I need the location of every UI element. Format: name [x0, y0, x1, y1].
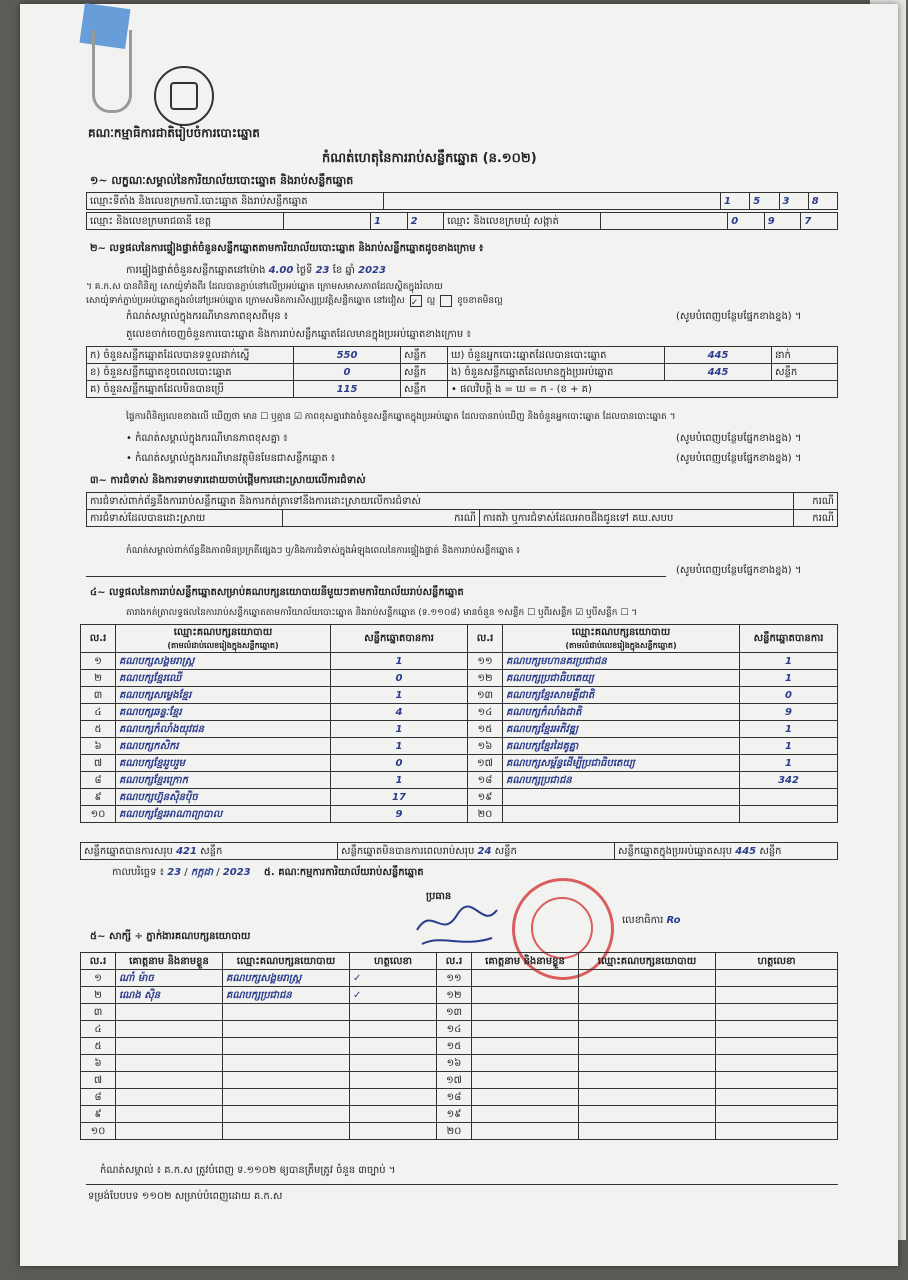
fill-hint: (សូមបំពេញបន្ថែមផ្នែកខាងខ្នង) ។ — [676, 433, 802, 444]
witness-signature — [350, 1106, 437, 1123]
witness-party — [579, 1021, 716, 1038]
witness-party — [579, 1089, 716, 1106]
col-header-party-title: ឈ្មោះគណបក្សនយោបាយ — [173, 627, 273, 638]
footnote: កំណត់សម្គាល់ ៖ គ.ក.ស ត្រូវបំពេញ ទ.១១០២ ឲ្យបានត្រឹមត្រូវ ចំនួន ៣ច្បាប់ ។ — [100, 1165, 396, 1176]
col-header: គោត្តនាម និងនាមខ្លួន — [116, 953, 223, 970]
witness-name — [116, 1055, 223, 1072]
row-number: ៨ — [81, 1089, 116, 1106]
section5-heading: ៥~ សាក្សី ÷ ភ្នាក់ងារគណបក្សនយោបាយ — [90, 931, 251, 942]
row-number: ១៣ — [468, 687, 503, 704]
seal-bad-checkbox[interactable] — [440, 295, 452, 307]
party-name: គណបក្សហ្វ៊ុនស៊ិនប៉ិច — [116, 789, 331, 806]
witness-name — [116, 1021, 223, 1038]
row-number: ៣ — [81, 687, 116, 704]
party-name — [503, 789, 740, 806]
paper-clip-icon — [92, 30, 132, 113]
secretary-signature: Ro — [666, 915, 681, 926]
verification-text-2: ។ គ.ក.ស បានពិនិត្យ សោយ៉ូទាំងពីរ ដែលបានភ្ជាប់នៅលើប្រអប់ឆ្នោត ក្រោមសមាសភាពដែលស្ថិតក្នុងរំលាយ — [86, 282, 443, 292]
committee-name: គណៈកម្មាធិការជាតិរៀបចំការបោះឆ្នោត — [88, 126, 260, 140]
vote-count — [740, 806, 838, 823]
row-number: ១០ — [81, 806, 116, 823]
party-name: គណបក្សឆន្ទៈខ្មែរ — [116, 704, 331, 721]
col-header: ហត្ថលេខា — [716, 953, 838, 970]
table-row — [81, 687, 838, 704]
witness-name — [116, 1106, 223, 1123]
party-name: គណបក្សខ្មែរអាណាព្យាបាល — [116, 806, 331, 823]
row-number: ១១ — [437, 970, 472, 987]
location-digit: 3 — [779, 193, 808, 210]
witness-signature — [350, 1123, 437, 1140]
row-number: ១៦ — [468, 738, 503, 755]
unit-label: សន្លឹក — [759, 845, 782, 857]
forwarded-label: ការតវ៉ា ឬការជំទាស់ដែលអាចដឹងជូនទៅ គឃ.សបប — [479, 510, 793, 527]
seal-ok-checkbox[interactable]: ✓ — [410, 295, 422, 307]
totals-table — [80, 842, 838, 860]
footer-rule — [86, 1184, 838, 1185]
row-number: ៩ — [81, 1106, 116, 1123]
witness-party — [579, 1123, 716, 1140]
counts-table — [86, 346, 838, 398]
party-name: គណបក្សកសិករ — [116, 738, 331, 755]
col-header-party-sub: (តាមលំដាប់លេខរៀងក្នុងសន្លឹកឆ្នោត) — [167, 641, 279, 650]
row-number: ១៩ — [468, 789, 503, 806]
witness-signature: ✓ — [350, 970, 437, 987]
national-emblem-icon — [154, 66, 214, 126]
total-invalid-value: 24 — [477, 845, 492, 857]
section3-heading: ៣~ ការជំទាស់ និងការទាមទារដោយចាប់ផ្តើមការដោះស្រាយលើការជំទាស់ — [90, 475, 366, 486]
party-name: គណបក្សសម្លេងខ្មែរ — [116, 687, 331, 704]
vote-count: 9 — [740, 704, 838, 721]
witness-party — [223, 1072, 350, 1089]
witness-party — [223, 1089, 350, 1106]
row-number: ៣ — [81, 1004, 116, 1021]
row-number: ១៧ — [437, 1072, 472, 1089]
table-row — [81, 806, 838, 823]
unit-label: សន្លឹក — [494, 845, 517, 857]
witness-name — [116, 1123, 223, 1140]
table-row — [81, 721, 838, 738]
row-number: ៧ — [81, 1072, 116, 1089]
table-row — [81, 670, 838, 687]
count-value: 115 — [294, 381, 401, 398]
count-unit: សន្លឹក — [401, 347, 448, 364]
row-number: ១ — [81, 970, 116, 987]
row-number: ៦ — [81, 1055, 116, 1072]
party-name: គណបក្សខ្មែរអភិវឌ្ឍ — [503, 721, 740, 738]
total-box-value: 445 — [735, 845, 757, 857]
witness-party — [223, 1021, 350, 1038]
witness-party — [223, 1038, 350, 1055]
year-label: ឆ្នាំ — [345, 265, 355, 276]
row-number: ៩ — [81, 789, 116, 806]
witness-signature — [716, 1055, 838, 1072]
witness-name: ណេង ស៊ិន — [116, 987, 223, 1004]
seal-text: សោយ៉ូទាក់ភ្ជាប់ប្រអប់ឆ្នោតក្នុងលំនៅប្រអប់ឆ្នោត ក្រោមសមិតការសិស្សប្រវត្តិសន្លឹកឆ្នោត នៅរវៀស — [86, 296, 405, 306]
table-row — [81, 1055, 838, 1072]
table-row — [81, 704, 838, 721]
witness-party — [223, 1106, 350, 1123]
location-label: ឈ្មោះទីតាំង និងលេខក្រមការិ.បោះឆ្នោត និងរាប់សន្លឹកឆ្នោត — [87, 193, 384, 210]
vote-count: 1 — [740, 670, 838, 687]
col-header: ល.រ — [437, 953, 472, 970]
row-number: ១២ — [468, 670, 503, 687]
witness-name — [116, 1072, 223, 1089]
date-label: កាលបរិច្ឆេទ ៖ — [112, 867, 165, 878]
witness-name — [116, 1038, 223, 1055]
witness-name — [472, 1055, 579, 1072]
count-value: 0 — [294, 364, 401, 381]
party-name: គណបក្សសម្ព័ន្ធដើម្បីប្រជាធិបតេយ្យ — [503, 755, 740, 772]
witness-name — [472, 1021, 579, 1038]
note-label: កំណត់សម្គាល់ក្នុងករណីមានភាពខុសពីមុន ៖ — [126, 311, 289, 322]
fill-hint: (សូមបំពេញបន្ថែមផ្នែកខាងខ្នង) ។ — [676, 453, 802, 464]
col-header: ល.រ — [81, 953, 116, 970]
witness-signature — [716, 1021, 838, 1038]
table-row — [81, 970, 838, 987]
row-number: ១៨ — [437, 1089, 472, 1106]
witness-party — [579, 1004, 716, 1021]
count-label: ខ) ចំនួនសន្លឹកឆ្នោតខូចពេលបោះឆ្នោត — [87, 364, 294, 381]
witness-name — [472, 1106, 579, 1123]
province-value — [284, 213, 371, 230]
table-row — [81, 653, 838, 670]
vote-count: 1 — [331, 721, 468, 738]
table-row — [81, 1089, 838, 1106]
count-unit: នាក់ — [772, 347, 838, 364]
witness-party — [223, 1004, 350, 1021]
commune-digit: 0 — [728, 213, 765, 230]
seal-ok-label: ល្អ — [426, 296, 436, 306]
vote-count: 1 — [740, 755, 838, 772]
section2-heading: ២~ លទ្ធផលនៃការផ្ទៀងផ្ទាត់ចំនួនសន្លឹកឆ្នោតតាមការិយាល័យបោះឆ្នោត និងរាប់សន្លឹកឆ្នោតដូចខាងក្រោម ៖ — [90, 243, 484, 254]
witness-signature — [716, 1072, 838, 1089]
case-unit: ករណី — [794, 493, 838, 510]
unit-label: សន្លឹក — [200, 845, 223, 857]
table-row — [81, 1038, 838, 1055]
verification-time: 4.00 — [268, 265, 294, 276]
table-row — [81, 789, 838, 806]
row-number: ២ — [81, 670, 116, 687]
witness-signature — [716, 970, 838, 987]
table-row — [81, 1106, 838, 1123]
vote-count — [740, 789, 838, 806]
row-number: ១៦ — [437, 1055, 472, 1072]
col-header-party-title: ឈ្មោះគណបក្សនយោបាយ — [571, 627, 671, 638]
row-number: ២០ — [437, 1123, 472, 1140]
witness-signature: ✓ — [350, 987, 437, 1004]
witness-signature — [350, 1004, 437, 1021]
col-header: គោត្តនាម និងនាមខ្លួន — [472, 953, 579, 970]
footer-text: ទម្រង់បែបបទ ១១០២ សម្រាប់បំពេញដោយ គ.ក.ស — [88, 1191, 283, 1202]
row-number: ១៥ — [437, 1038, 472, 1055]
complaint-row-label: ការជំទាស់ពាក់ព័ន្ធនឹងការរាប់សន្លឹកឆ្នោត និងការកត់ត្រាទៅនឹងការដោះស្រាយលើការជំទាស់ — [87, 493, 794, 510]
month-label: ខែ — [332, 265, 343, 276]
formula-note: • ផលវិបត្តិ ង = ឃ = ក - (ខ + គ) — [448, 381, 838, 398]
row-number: ២ — [81, 987, 116, 1004]
vote-count: 1 — [331, 772, 468, 789]
row-number: ៥ — [81, 1038, 116, 1055]
location-digit: 8 — [808, 193, 837, 210]
col-header-party — [116, 625, 331, 653]
party-name: គណបក្សខ្មែរដៃគូគ្នា — [503, 738, 740, 755]
count-value: 445 — [665, 364, 772, 381]
row-number: ២០ — [468, 806, 503, 823]
row-number: ១១ — [468, 653, 503, 670]
witness-signature — [716, 1106, 838, 1123]
row-number: ១៤ — [468, 704, 503, 721]
witness-name — [116, 1089, 223, 1106]
witness-party — [579, 970, 716, 987]
location-digit: 1 — [721, 193, 750, 210]
resolved-label: ការជំទាស់ដែលបានដោះស្រាយ — [87, 510, 283, 527]
witness-party — [579, 1055, 716, 1072]
commune-label: ឈ្មោះ និងលេខក្រមឃុំ សង្កាត់ — [444, 213, 601, 230]
date-day: 23 — [167, 867, 182, 878]
witness-table — [80, 952, 838, 1140]
discrepancy-check: ផ្ទៃការពិនិត្យលេខខាងលើ ឃើញថា មាន ☐ ឬគ្មាន ☑ ភាពខុសគ្នារវាងចំនួនសន្លឹកឆ្នោតក្នុងប្រអប់ឆ្នោត ដែលបានរាប់ឃើញ និងចំនួនអ្នកបោះឆ្នោត ដែលបានបោះឆ្នោត ។ — [126, 412, 676, 422]
row-number: ១៨ — [468, 772, 503, 789]
complaints-table — [86, 492, 838, 527]
note-line — [86, 576, 666, 577]
chief-signature-icon — [412, 900, 502, 950]
table-row — [81, 987, 838, 1004]
verification-year: 2023 — [358, 265, 386, 276]
witness-signature — [350, 1021, 437, 1038]
table-row — [81, 1021, 838, 1038]
total-valid-cell — [81, 843, 338, 860]
witness-party — [579, 1038, 716, 1055]
day-label: ថ្ងៃទី — [296, 265, 313, 276]
row-number: ៧ — [81, 755, 116, 772]
vote-count: 0 — [331, 755, 468, 772]
date-month: កក្កដា — [190, 867, 214, 878]
row-number: ១៩ — [437, 1106, 472, 1123]
col-header: ឈ្មោះគណបក្សនយោបាយ — [223, 953, 350, 970]
verification-text: ការផ្ទៀងផ្ទាត់ចំនួនសន្លឹកឆ្នោតនៅម៉ោង — [126, 265, 266, 276]
party-name: គណបក្សប្រជាជន — [503, 772, 740, 789]
chief-label: ប្រធាន — [426, 891, 452, 902]
date-year: 2023 — [222, 867, 251, 878]
vote-count: 17 — [331, 789, 468, 806]
count-value: 550 — [294, 347, 401, 364]
row-number: ១៣ — [437, 1004, 472, 1021]
row-number: ១០ — [81, 1123, 116, 1140]
irregularities-note: កំណត់សម្គាល់ពាក់ព័ន្ធនឹងភាពមិនប្រក្រតីផ្សេងៗ ឬ/និងការជំទាស់ក្នុងអំឡុងពេលនៃការផ្ទៀងផ្ទាត់ និងការរាប់សន្លឹកឆ្នោត ៖ — [126, 546, 521, 556]
col-header: ឈ្មោះគណបក្សនយោបាយ — [579, 953, 716, 970]
count-unit: សន្លឹក — [772, 364, 838, 381]
witness-party: គណបក្សប្រជាជន — [223, 987, 350, 1004]
count-label: ឃ) ចំនួនអ្នកបោះឆ្នោតដែលបានបោះឆ្នោត — [448, 347, 665, 364]
foreign-object-note: • កំណត់សម្គាល់ក្នុងករណីមានវត្ថុមិនមែនជាសន្លឹកឆ្នោត ៖ — [126, 453, 336, 464]
witness-signature — [716, 1089, 838, 1106]
table-row — [81, 1004, 838, 1021]
witness-signature — [716, 1038, 838, 1055]
table-row — [81, 1072, 838, 1089]
verification-line — [126, 264, 386, 278]
count-unit: សន្លឹក — [401, 381, 448, 398]
count-label: គ) ចំនួនសន្លឹកឆ្នោតដែលមិនបានប្រើ — [87, 381, 294, 398]
col-header: ល.រ — [81, 625, 116, 653]
vote-count: 1 — [740, 653, 838, 670]
officers-label: ៥. គណៈកម្មការការិយាល័យរាប់សន្លឹកឆ្នោត — [263, 867, 424, 878]
total-box-cell — [615, 843, 838, 860]
date-line: កាលបរិច្ឆេទ ៖ 23 / កក្កដា / 2023 ៥. គណៈកម្មការការិយាល័យរាប់សន្លឹកឆ្នោត — [112, 867, 424, 878]
table-row — [81, 1123, 838, 1140]
party-name: គណបក្សខ្មែរក្រោក — [116, 772, 331, 789]
witness-signature — [716, 1123, 838, 1140]
row-number: ៤ — [81, 704, 116, 721]
col-header: ល.រ — [468, 625, 503, 653]
row-number: ១៥ — [468, 721, 503, 738]
party-name: គណបក្សប្រជាធិបតេយ្យ — [503, 670, 740, 687]
witness-party — [579, 1072, 716, 1089]
party-name: គណបក្សកំលាំងជាតិ — [503, 704, 740, 721]
province-code: 1 — [371, 213, 408, 230]
row-number: ១៤ — [437, 1021, 472, 1038]
row-number: ៦ — [81, 738, 116, 755]
verification-day: 23 — [315, 265, 330, 276]
witness-party — [579, 987, 716, 1004]
vote-count: 1 — [331, 653, 468, 670]
col-header: សន្លឹកឆ្នោតបានការ — [740, 625, 838, 653]
witness-party — [223, 1055, 350, 1072]
witness-name — [472, 1038, 579, 1055]
form-title: កំណត់ហេតុនៃការរាប់សន្លឹកឆ្នោត (ន.១០២) — [322, 151, 537, 166]
witness-name — [472, 1123, 579, 1140]
witness-signature — [350, 1072, 437, 1089]
witness-party: គណបក្សសង្គមរាស្ត្រ — [223, 970, 350, 987]
vote-count: 4 — [331, 704, 468, 721]
witness-signature — [350, 1055, 437, 1072]
counts-intro: តួលេខចាក់ចេញចំនួនការបោះឆ្នោត និងការរាប់សន្លឹកឆ្នោតដែលមានក្នុងប្រអប់ឆ្នោតខាងក្រោម ៖ — [126, 329, 471, 340]
witness-name — [472, 1089, 579, 1106]
seal-line — [86, 294, 503, 308]
total-box-label: សន្លឹកឆ្នោតក្នុងប្រអប់ឆ្នោតសរុប — [618, 845, 733, 857]
secretary-label: លេខាធិការ — [622, 915, 664, 926]
province-code: 2 — [407, 213, 444, 230]
row-number: ១២ — [437, 987, 472, 1004]
witness-name — [472, 970, 579, 987]
row-number: ៥ — [81, 721, 116, 738]
count-value: 445 — [665, 347, 772, 364]
row-number: ១ — [81, 653, 116, 670]
section1-heading: ១~ លក្ខណៈសម្គាល់នៃការិយាល័យបោះឆ្នោត និងរាប់សន្លឹកឆ្នោត — [90, 174, 354, 187]
row-number: ១៧ — [468, 755, 503, 772]
witness-name — [472, 987, 579, 1004]
province-table — [86, 212, 838, 230]
row-number: ៨ — [81, 772, 116, 789]
table-row — [81, 755, 838, 772]
col-header-party — [503, 625, 740, 653]
party-name — [503, 806, 740, 823]
commune-digit: 7 — [801, 213, 838, 230]
party-name: គណបក្សកំលាំងយុវជន — [116, 721, 331, 738]
vote-count: 9 — [331, 806, 468, 823]
count-label: ង) ចំនួនសន្លឹកឆ្នោតដែលមានក្នុងប្រអប់ឆ្នោត — [448, 364, 665, 381]
section4-heading: ៤~ លទ្ធផលនៃការរាប់សន្លឹកឆ្នោតសម្រាប់គណបក្សនយោបាយនីមួយៗតាមការិយាល័យរាប់សន្លឹកឆ្នោត — [90, 587, 464, 598]
case-unit: ករណី — [283, 510, 479, 527]
witness-signature — [716, 987, 838, 1004]
table-row — [81, 738, 838, 755]
party-name: គណបក្សខ្មែរសាមគ្គីជាតិ — [503, 687, 740, 704]
party-name: គណបក្សខ្មែរឈើ — [116, 670, 331, 687]
witness-party — [223, 1123, 350, 1140]
col-header: សន្លឹកឆ្នោតបានការ — [331, 625, 468, 653]
col-header-party-sub: (តាមលំដាប់លេខរៀងក្នុងសន្លឹកឆ្នោត) — [565, 641, 677, 650]
vote-count: 1 — [740, 721, 838, 738]
witness-signature — [716, 1004, 838, 1021]
witness-name — [472, 1072, 579, 1089]
commune-value — [601, 213, 728, 230]
vote-count: 1 — [740, 738, 838, 755]
vote-count: 0 — [331, 670, 468, 687]
count-label: ក) ចំនួនសន្លឹកឆ្នោតដែលបានទទួលដាក់ស្នើ — [87, 347, 294, 364]
province-label: ឈ្មោះ និងលេខក្រមរាជធានី ខេត្ត — [87, 213, 284, 230]
secretary-line — [622, 914, 681, 928]
discrepancy-note: • កំណត់សម្គាល់ក្នុងករណីមានភាពខុសគ្នា ៖ — [126, 433, 288, 444]
party-name: គណបក្សសង្គមរាស្ត្រ — [116, 653, 331, 670]
vote-count: 342 — [740, 772, 838, 789]
total-valid-label: សន្លឹកឆ្នោតបានការសរុប — [84, 845, 173, 857]
vote-count: 0 — [740, 687, 838, 704]
location-value — [384, 193, 721, 210]
total-valid-value: 421 — [176, 845, 197, 857]
commune-digit: 9 — [764, 213, 801, 230]
witness-signature — [350, 1038, 437, 1055]
seal-bad-label: ខូចខាតមិនល្អ — [456, 296, 503, 306]
witness-signature — [350, 1089, 437, 1106]
vote-count: 1 — [331, 687, 468, 704]
witness-name: ណាំ ម៉ាច — [116, 970, 223, 987]
total-invalid-cell — [338, 843, 615, 860]
count-unit: សន្លឹក — [401, 364, 448, 381]
results-table — [80, 624, 838, 823]
fill-hint: (សូមបំពេញបន្ថែមផ្នែកខាងខ្នង) ។ — [676, 311, 802, 322]
witness-name — [472, 1004, 579, 1021]
results-intro: តារាងកត់ត្រាលទ្ធផលនៃការរាប់សន្លឹកឆ្នោតតាមការិយាល័យបោះឆ្នោត និងរាប់សន្លឹកឆ្នោត (ទ.១១០៨) មានចំនួន ១សន្លឹក ☐ ឬពីរសន្លឹក ☑ ឬបីសន្លឹក ☐ ។ — [126, 608, 638, 618]
party-name: គណបក្សខ្មែររួបរួម — [116, 755, 331, 772]
table-row — [81, 772, 838, 789]
location-digit: 5 — [750, 193, 779, 210]
row-number: ៤ — [81, 1021, 116, 1038]
col-header: ហត្ថលេខា — [350, 953, 437, 970]
case-unit: ករណី — [794, 510, 838, 527]
party-name: គណបក្សមហានគរប្រជាជន — [503, 653, 740, 670]
location-table — [86, 192, 838, 210]
fill-hint: (សូមបំពេញបន្ថែមផ្នែកខាងខ្នង) ។ — [676, 565, 802, 576]
witness-name — [116, 1004, 223, 1021]
vote-count: 1 — [331, 738, 468, 755]
witness-party — [579, 1106, 716, 1123]
total-invalid-label: សន្លឹកឆ្នោតមិនបានការពេលរាប់សរុប — [341, 845, 475, 857]
